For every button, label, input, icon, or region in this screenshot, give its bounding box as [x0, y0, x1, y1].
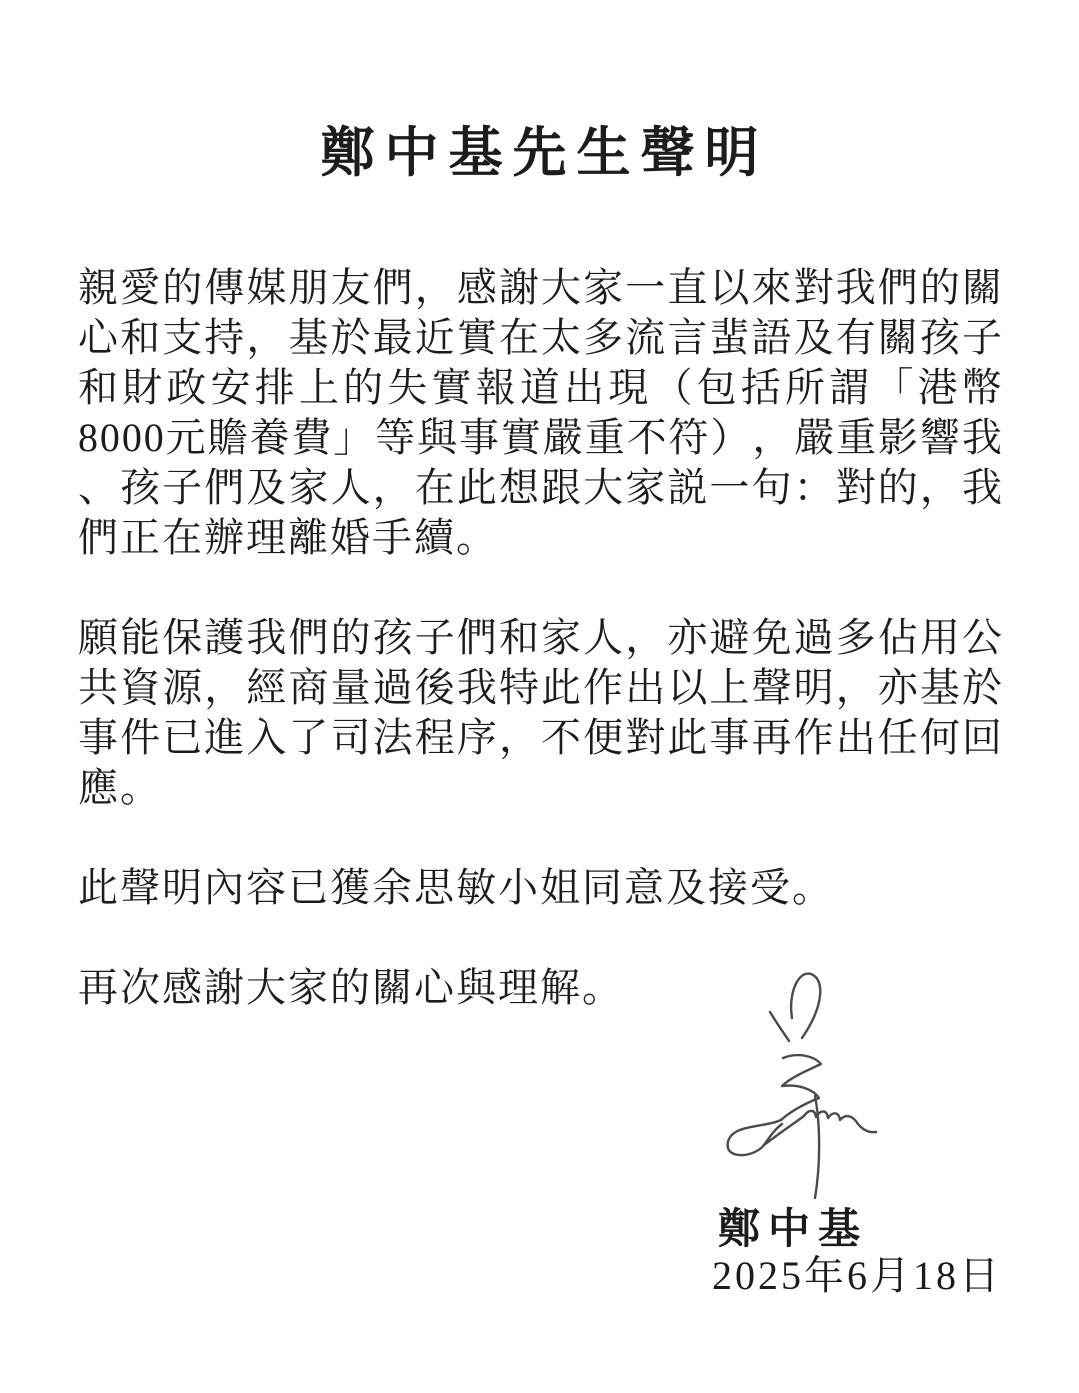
paragraph — [78, 263, 1002, 563]
signer-name: 鄭中基 — [718, 1207, 869, 1253]
statement-line: 8 0 0 0 元 贍 養 費 」 等 與 事 實 嚴 重 不 符 ） ， 嚴 重 影 響 我 — [78, 415, 1002, 460]
page-title: 鄭中基先生聲明 — [320, 123, 769, 183]
statement-date: 2025年6月18日 — [712, 1253, 1002, 1298]
statement-line: 們正在辦理離婚手續。 — [78, 515, 498, 560]
paragraph — [78, 613, 1002, 813]
statement-line: 、 孩 子 們 及 家 人 ， 在 此 想 跟 大 家 説 一 句 ： 對 的 ， 我 — [78, 465, 1002, 510]
statement-body — [78, 263, 1002, 1063]
statement-line: 此聲明內容已獲余思敏小姐同意及接受。 — [78, 865, 834, 910]
paragraph — [78, 863, 1002, 913]
statement-line: 事 件 已 進 入 了 司 法 程 序 ， 不 便 對 此 事 再 作 出 任 何 回 — [78, 715, 1002, 760]
statement-line: 和 財 政 安 排 上 的 失 實 報 道 出 現 （ 包 括 所 謂 「 港 幣 — [78, 365, 1002, 410]
statement-line: 願 能 保 護 我 們 的 孩 子 們 和 家 人 ， 亦 避 免 過 多 佔 用 公 — [78, 615, 1002, 660]
statement-line: 再次感謝大家的關心與理解。 — [78, 965, 624, 1010]
paragraph — [78, 963, 1002, 1013]
statement-line: 親 愛 的 傳 媒 朋 友 們 ， 感 謝 大 家 一 直 以 來 對 我 們 的 關 — [78, 265, 1002, 310]
statement-line: 應。 — [78, 765, 162, 810]
statement-line: 共 資 源 ， 經 商 量 過 後 我 特 此 作 出 以 上 聲 明 ， 亦 基 於 — [78, 665, 1002, 710]
statement-line: 心 和 支 持 ， 基 於 最 近 實 在 太 多 流 言 蜚 語 及 有 關 孩 子 — [78, 315, 1002, 360]
